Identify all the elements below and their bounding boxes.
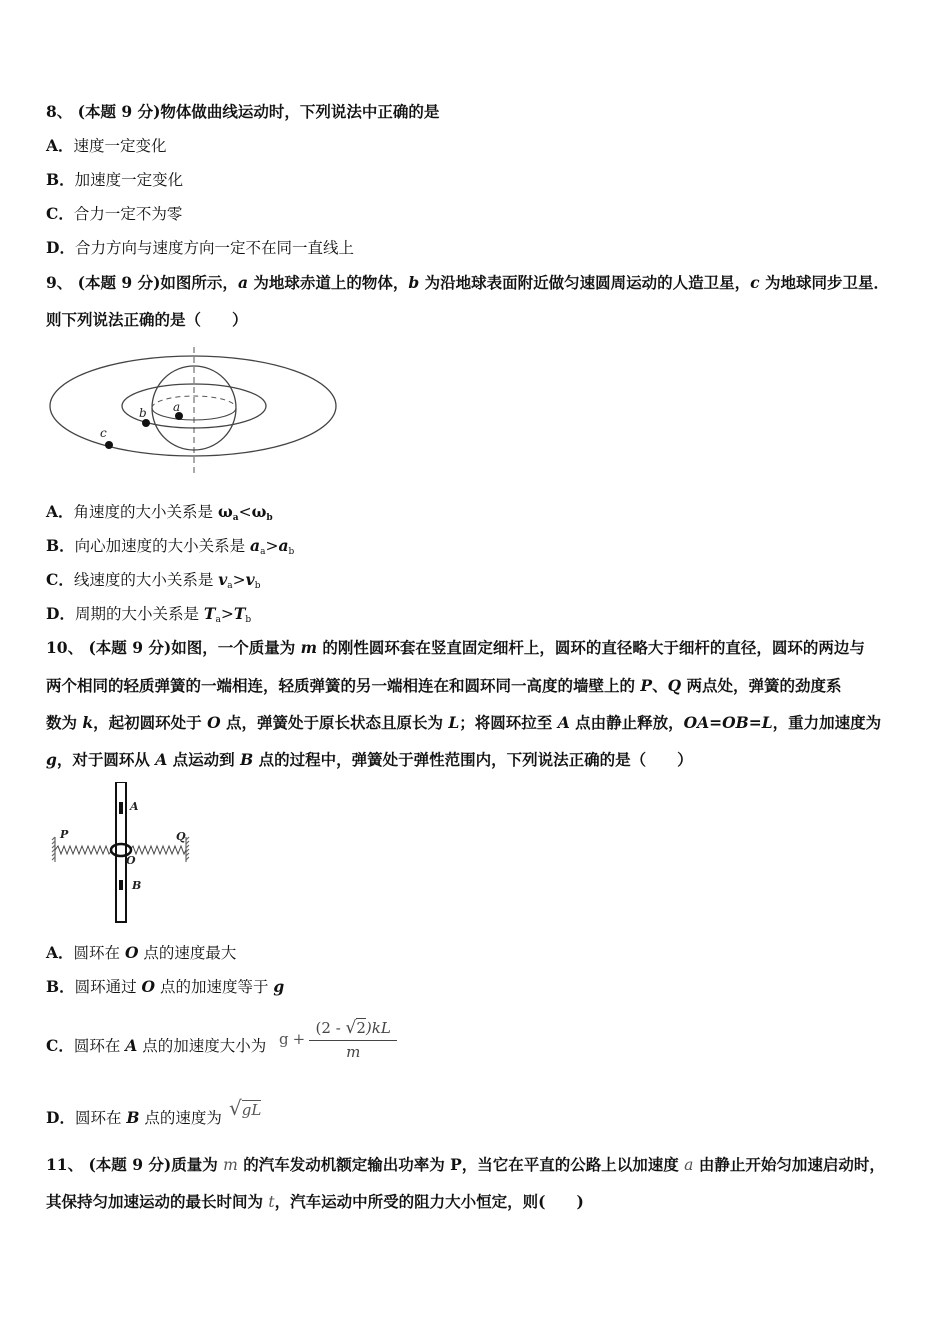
svg-text:O: O [126,854,136,867]
q10-option-b: B．圆环通过 O 点的加速度等于 g [46,977,285,996]
q8-option-b: B．加速度一定变化 [46,170,184,189]
svg-text:A: A [130,800,139,813]
q10-option-d-formula: √gL [229,1096,262,1120]
svg-text:P: P [60,828,69,841]
q10-stem-line3: 数为 k，起初圆环处于 O 点，弹簧处于原长状态且原长为 L；将圆环拉至 A 点由静止释放，OA=OB=L，重力加速度为 [46,713,882,732]
svg-text:c: c [100,426,107,440]
q10-option-a: A．圆环在 O 点的速度最大 [46,943,237,962]
q8-option-d: D．合力方向与速度方向一定不在同一直线上 [46,238,354,257]
svg-text:B: B [132,879,142,892]
point-b [142,419,150,427]
q10-stem-line1: 10、 (本题 9 分)如图，一个质量为 m 的刚性圆环套在竖直固定细杆上，圆环的直径略大于细杆的直径，圆环的两边与 [46,638,865,657]
q9-stem-line2: 则下列说法正确的是（ ） [46,310,248,329]
q9-option-c: C．线速度的大小关系是 $v_a>v_b$ [46,570,261,591]
orbit-figure [46,345,341,475]
q10-stem-line4: g，对于圆环从 A 点运动到 B 点的过程中，弹簧处于弹性范围内，下列说法正确的是（ ） [46,750,693,769]
q11-stem-line2: 其保持匀加速运动的最长时间为 t，汽车运动中所受的阻力大小恒定，则( ) [46,1192,584,1211]
q9-option-b: B．向心加速度的大小关系是 $a_a>a_b$ [46,536,295,557]
svg-text:Q: Q [176,830,186,843]
q9-option-d: D．周期的大小关系是 $T_a>T_b$ [46,604,252,625]
q8-stem: 8、 (本题 9 分)物体做曲线运动时，下列说法中正确的是 [46,102,440,121]
q8-option-a: A．速度一定变化 [46,136,167,155]
q8-option-c: C．合力一定不为零 [46,204,183,223]
q10-option-d: D．圆环在 B 点的速度为 [46,1108,222,1127]
point-c [105,441,113,449]
q10-option-c: C．圆环在 A 点的加速度大小为 [46,1036,267,1055]
svg-text:a: a [173,400,181,414]
q9-stem: 9、 (本题 9 分)如图所示，a 为地球赤道上的物体，b 为沿地球表面附近做匀速圆周运动的人造卫星，c 为地球同步卫星． [46,273,889,292]
svg-text:b: b [139,406,147,420]
q10-stem-line2: 两个相同的轻质弹簧的一端相连，轻质弹簧的另一端相连在和圆环同一高度的墙壁上的 P、Q 两点处，弹簧的劲度系 [46,676,842,695]
q11-stem-line1: 11、 (本题 9 分)质量为 m 的汽车发动机额定输出功率为 P，当它在平直的公路上以加速度 a 由静止开始匀加速启动时， [46,1155,885,1174]
spring-rod-figure [50,782,195,924]
q10-option-c-formula: g + $\frac{(2 - √2)kL}{m}$ [279,1014,397,1064]
q9-option-a: A．角速度的大小关系是 $\omega_a<\omega_b$ [46,502,273,523]
